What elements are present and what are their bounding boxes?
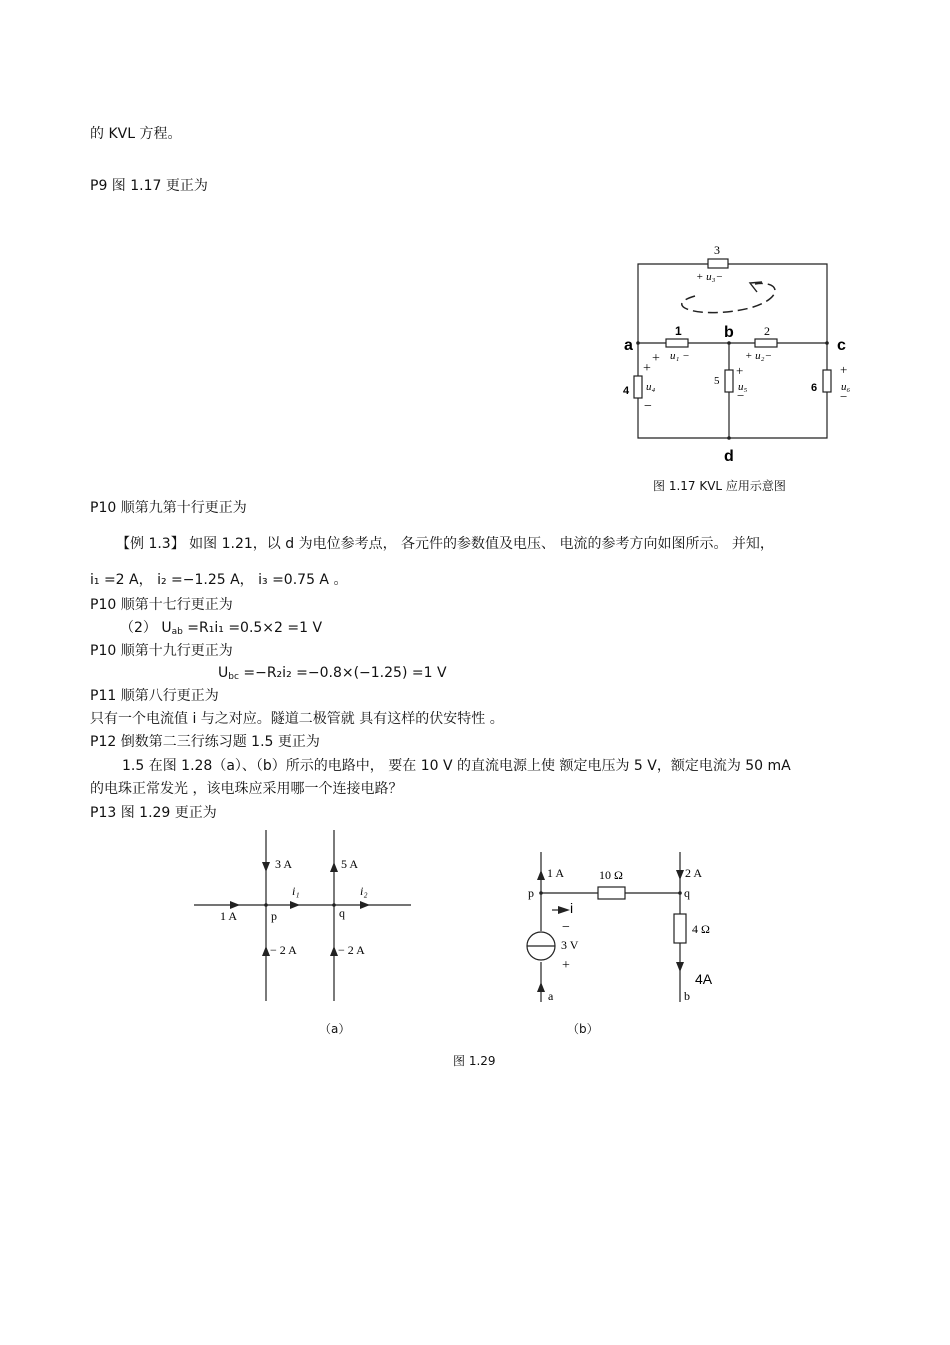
text-line-exercise: 1.5 在图 1.28（a）、（b）所示的电路中， 要在 10 V 的直流电源上使 额定电压为 5 V，额定电流为 50 mA (122, 758, 791, 774)
current-4a-label: 4A (695, 971, 713, 987)
u4-plus: + (643, 361, 651, 376)
node-p-label: p (271, 909, 277, 923)
figure-1-17-circuit (610, 238, 870, 470)
u4-label: u₄ (646, 381, 656, 393)
text-line-p12: P12 倒数第二三行练习题 1.5 更正为 (90, 734, 320, 750)
r3-label: 3 (714, 243, 720, 257)
current-i1-label: i₁ (292, 884, 300, 898)
figure-1-29a-label: （a） (319, 1022, 351, 1036)
u1-plus: + (652, 351, 660, 366)
r4-label: 4 (623, 385, 630, 397)
text-line-currents: i₁ =2 A， i₂ =−1.25 A， i₃ =0.75 A 。 (90, 572, 348, 588)
uab-prefix: （2） U (120, 620, 172, 636)
ubc-subscript: bc (228, 672, 239, 682)
u5-label: u₅ (738, 381, 748, 393)
resistor-10-ohm (598, 887, 625, 899)
node-a-label: a (548, 989, 554, 1003)
text-line-p10-9: P10 顺第九第十行更正为 (90, 500, 247, 516)
u6-plus: + (840, 362, 848, 377)
text-line-example: 【例 1.3】 如图 1.21，以 d 为电位参考点， 各元件的参数值及电压、 电流的参考方向如图所示。 并知， (116, 536, 774, 552)
current-1a-label: 1 A (547, 866, 565, 880)
resistor-1 (666, 339, 688, 347)
node-b-label: b (684, 989, 690, 1003)
r1-label: 1 (675, 324, 682, 338)
source-3v-label: 3 V (561, 938, 579, 952)
current-minus-2a-right: − 2 A (338, 943, 365, 957)
text-line-diode: 只有一个电流值 i 与之对应。隧道二极管就 具有这样的伏安特性 。 (90, 711, 504, 727)
ubc-prefix: U (218, 665, 229, 681)
resistor-4 (634, 376, 642, 398)
node-q-label: q (339, 906, 345, 920)
u2-label: + u₂− (745, 350, 772, 362)
text-line-p10-17: P10 顺第十七行更正为 (90, 597, 233, 613)
resistor-5 (725, 370, 733, 392)
text-line-p13: P13 图 1.29 更正为 (90, 805, 217, 821)
resistor-6 (823, 370, 831, 392)
text-line-bulb: 的电珠正常发光 ，该电珠应采用哪一个连接电路？ (90, 781, 403, 797)
r6-label: 6 (811, 382, 818, 394)
node-b-label: b (724, 324, 734, 341)
u4-minus: − (644, 399, 652, 414)
current-i2-label: i₂ (360, 884, 368, 898)
current-1a-label: 1 A (220, 909, 238, 923)
u5-minus: − (737, 388, 745, 403)
uab-equation: =R₁i₁ =0.5×2 =1 V (182, 620, 323, 636)
text-line-uab (120, 619, 322, 641)
resistor-4-label: 4 Ω (692, 922, 710, 936)
node-d-label: d (724, 448, 734, 465)
current-3a-label: 3 A (275, 857, 293, 871)
source-plus: + (562, 958, 570, 973)
current-5a-label: 5 A (341, 857, 359, 871)
node-q-label: q (684, 886, 690, 900)
r5-label: 5 (714, 375, 720, 387)
node-c-label: c (837, 337, 846, 354)
source-minus: − (562, 920, 570, 935)
text-line-kvl: 的 KVL 方程。 (90, 126, 182, 142)
current-2a-label: 2 A (685, 866, 703, 880)
resistor-10-label: 10 Ω (599, 868, 623, 882)
figure-1-29b-circuit (520, 850, 720, 1005)
u5-plus: + (736, 363, 744, 378)
ubc-equation: =−R₂i₂ =−0.8×(−1.25) =1 V (238, 665, 447, 681)
resistor-2 (755, 339, 777, 347)
u6-label: u₆ (841, 381, 851, 393)
resistor-3 (708, 259, 728, 268)
node-a-label: a (624, 337, 633, 354)
current-i-label: i (570, 900, 574, 916)
uab-subscript: ab (171, 627, 183, 637)
figure-1-29-caption: 图 1.29 (453, 1054, 496, 1068)
text-line-p10-19: P10 顺第十九行更正为 (90, 643, 233, 659)
text-line-ubc (218, 664, 447, 686)
u3-label: + u₃− (696, 271, 723, 283)
node-p-label: p (528, 886, 534, 900)
text-line-p11: P11 顺第八行更正为 (90, 688, 219, 704)
current-minus-2a-left: − 2 A (270, 943, 297, 957)
r2-label: 2 (764, 324, 770, 338)
figure-1-29a-circuit (190, 828, 415, 1003)
figure-1-17-caption: 图 1.17 KVL 应用示意图 (653, 479, 786, 493)
resistor-4-ohm (674, 914, 686, 943)
text-line-p9: P9 图 1.17 更正为 (90, 178, 208, 194)
u1-label: u₁ − (670, 350, 690, 362)
figure-1-29b-label: （b） (567, 1022, 599, 1036)
u6-minus: − (840, 389, 848, 404)
